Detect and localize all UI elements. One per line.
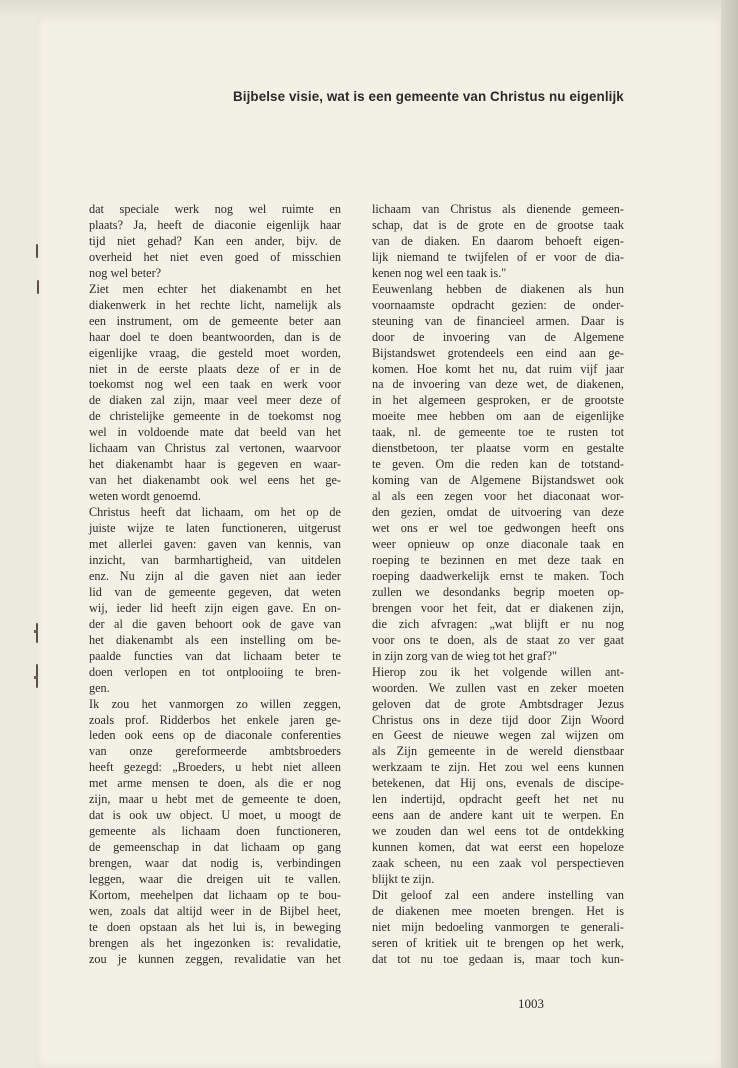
text-line: koming van de Algemene Bijstandswet ook bbox=[372, 473, 624, 488]
text-line: Eeuwenlang hebben de diakenen als hun bbox=[372, 281, 624, 296]
text-line: een instrument, om de gemeente beter aan bbox=[89, 313, 341, 328]
text-line: met allerlei gaven: gaven van kennis, van bbox=[89, 537, 341, 552]
text-line: gemeente als lichaam doen functioneren, bbox=[89, 824, 341, 839]
text-line: brengen voor het feit, dat er diakenen zijn, bbox=[372, 600, 624, 615]
text-line: Christus ons in deze tijd door Zijn Woord bbox=[372, 712, 624, 727]
margin-mark bbox=[34, 630, 38, 633]
text-line: heeft gezegd: „Broeders, u hebt niet alleen bbox=[89, 760, 341, 775]
text-line: diakenwerk in het rechte licht, namelijk als bbox=[89, 297, 341, 312]
text-line: niet in de eerste plaats deze of er in de bbox=[89, 361, 341, 376]
text-line: wet ons er wel toe gedwongen heeft ons bbox=[372, 521, 624, 536]
text-line: die zich afvragen: „wat blijft er nu nog bbox=[372, 616, 624, 631]
text-line: en Geest de nieuwe wegen zal wijzen om bbox=[372, 728, 624, 743]
text-line: lichaam van Christus als dienende gemeen- bbox=[372, 202, 624, 216]
text-line: roeping te bezinnen en met deze taak en bbox=[372, 552, 624, 567]
text-line: zou je kunnen zeggen, revalidatie van het bbox=[89, 951, 341, 966]
text-line: kenen nog wel een taak is." bbox=[372, 265, 507, 280]
text-line: Christus heeft dat lichaam, om het op de bbox=[89, 505, 341, 520]
text-line: plaats? Ja, heeft de diaconie eigenlijk haar bbox=[89, 217, 341, 232]
text-line: moeite mee hebben om aan de eigenlijke bbox=[372, 409, 624, 424]
text-line: haar doel te doen beantwoorden, dan is de bbox=[89, 329, 341, 344]
text-line: enz. Nu zijn al die gaven niet aan ieder bbox=[89, 568, 341, 583]
text-line: niet mijn bedoeling vanmorgen te generali- bbox=[372, 919, 624, 934]
text-line: door de invoering van de Algemene bbox=[372, 329, 624, 344]
text-line: Ziet men echter het diakenambt en het bbox=[89, 281, 341, 296]
text-line: de gemeenschap in dat lichaam op gang bbox=[89, 840, 341, 855]
text-line: van de diaken. En daarom behoeft eigen- bbox=[372, 233, 624, 248]
text-line: eens aan de andere kant uit te werpen. En bbox=[372, 808, 624, 823]
text-line: werkzaam te zijn. Het zou wel eens kunnen bbox=[372, 760, 624, 775]
scan-top-edge bbox=[0, 0, 738, 17]
text-line: we zouden dan wel eens tot de ontdekking bbox=[372, 824, 624, 839]
text-line: inzicht, van barmhartigheid, van uitdelen bbox=[89, 552, 341, 567]
left-text-column bbox=[89, 202, 341, 968]
right-text-column bbox=[372, 202, 624, 968]
text-line: Ik zou het vanmorgen zo willen zeggen, bbox=[89, 696, 341, 711]
text-line: het diakenambt haar is gegeven en waar- bbox=[89, 457, 341, 472]
text-line: met arme mensen te doen, als die er nog bbox=[89, 776, 341, 791]
text-line: wij, ieder lid heeft zijn eigen gave. En on- bbox=[89, 600, 341, 615]
text-line: tijd niet gehad? Kan een ander, bijv. de bbox=[89, 233, 341, 248]
margin-mark bbox=[36, 623, 38, 643]
margin-mark bbox=[37, 280, 39, 294]
text-line: komen. Hoe komt het nu, dat ruim vijf jaar bbox=[372, 361, 624, 376]
text-line: voornaamste opdracht gezien: de onder- bbox=[372, 297, 624, 312]
text-line: te doen opstaan als het lui is, in beweging bbox=[89, 919, 341, 934]
text-line: blijkt te zijn. bbox=[372, 872, 435, 887]
text-line: brengen, waar dat nodig is, verbindingen bbox=[89, 856, 341, 871]
text-line: in het algemeen gesproken, er de grootste bbox=[372, 393, 624, 408]
text-line: te geven. Om die reden kan de totstand- bbox=[372, 457, 624, 472]
text-line: van onze gereformeerde ambtsbroeders bbox=[89, 744, 341, 759]
text-line: toekomst nog wel een taak en werk voor bbox=[89, 377, 341, 392]
text-line: paalde functies van dat lichaam beter te bbox=[89, 648, 341, 663]
text-line: schap, dat is de grote en de grootse taak bbox=[372, 217, 624, 232]
text-line: dat tot nu toe gedaan is, maar toch kun- bbox=[372, 951, 624, 966]
text-line: na de invoering van deze wet, de diakenen, bbox=[372, 377, 624, 392]
text-line: den gezien, omdat de uitvoering van deze bbox=[372, 505, 624, 520]
text-line: de diakenen mee moeten brengen. Het is bbox=[372, 903, 624, 918]
text-line: wel in voldoende mate dat beeld van het bbox=[89, 425, 341, 440]
text-line: de christelijke gemeente in de toekomst nog bbox=[89, 409, 341, 424]
text-line: Hierop zou ik het volgende willen ant- bbox=[372, 664, 624, 679]
text-line: zoals prof. Ridderbos het enkele jaren ge- bbox=[89, 712, 341, 727]
margin-mark bbox=[36, 244, 38, 258]
text-line: van het diakenambt ook wel eens het ge- bbox=[89, 473, 341, 488]
text-line: doen verlopen en tot ontplooiing te bren- bbox=[89, 664, 341, 679]
scan-right-edge bbox=[721, 0, 738, 1068]
text-line: leggen, waar die dreigen uit te vallen. bbox=[89, 872, 341, 887]
text-line: de diaken zal zijn, maar veel meer deze of bbox=[89, 393, 341, 408]
text-line: dat speciale werk nog wel ruimte en bbox=[89, 202, 341, 216]
text-line: voor ons te doen, als de staat zo ver gaat bbox=[372, 632, 624, 647]
text-line: het diakenambt als een instelling om be- bbox=[89, 632, 341, 647]
text-line: weten wordt genoemd. bbox=[89, 489, 201, 504]
text-line: leden ook eens op de diaconale conferenties bbox=[89, 728, 341, 743]
text-line: wen, zoals dat altijd weer in de Bijbel heet, bbox=[89, 903, 341, 918]
running-head: Bijbelse visie, wat is een gemeente van Christus nu eigenlijk bbox=[233, 89, 624, 104]
text-line: in zijn zorg van de wieg tot het graf?" bbox=[372, 648, 558, 663]
text-line: brengen als het ingezonken is: revalidatie, bbox=[89, 935, 341, 950]
text-line: lijk niemand te twijfelen of er voor de dia- bbox=[372, 249, 624, 264]
text-line: der al die gaven behoort ook de gave van bbox=[89, 616, 341, 631]
text-line: kunnen komen, dat wat eerst een hopeloze bbox=[372, 840, 624, 855]
text-line: zaak scheen, nu een zaak vol perspectieven bbox=[372, 856, 624, 871]
text-line: Kortom, meehelpen dat lichaam op te bou- bbox=[89, 887, 341, 902]
text-line: dat is ook uw object. U moet, u moogt de bbox=[89, 808, 341, 823]
text-line: juiste wijze te laten functioneren, uitgerust bbox=[89, 521, 341, 536]
text-line: weer opnieuw op onze diaconale taak en bbox=[372, 537, 624, 552]
text-line: overheid het niet even goed of misschien bbox=[89, 249, 341, 264]
text-line: betekenen, dat Hij ons, evenals de discipe- bbox=[372, 776, 624, 791]
text-line: geloven dat de grote Ambtsdrager Jezus bbox=[372, 696, 624, 711]
text-line: zullen we desondanks begrip moeten op- bbox=[372, 584, 624, 599]
text-line: gen. bbox=[89, 680, 110, 695]
text-line: nog wel beter? bbox=[89, 265, 162, 280]
text-line: als Zijn gemeente in de wereld dienstbaar bbox=[372, 744, 624, 759]
margin-mark bbox=[34, 676, 38, 679]
text-line: steuning van de financieel armen. Daar is bbox=[372, 313, 624, 328]
text-line: dienstbetoon, ter plaatse vorm en gestalte bbox=[372, 441, 624, 456]
text-line: seren of kritiek uit te brengen op het werk, bbox=[372, 935, 624, 950]
text-line: zijn, maar u hebt met de gemeente te doen, bbox=[89, 792, 341, 807]
text-line: al als een zegen voor het diaconaat wor- bbox=[372, 489, 624, 504]
text-line: taak, nl. de gemeente toe te rusten tot bbox=[372, 425, 624, 440]
text-line: lid van de gemeente gegeven, dat weten bbox=[89, 584, 341, 599]
text-line: woorden. We zullen vast en zeker moeten bbox=[372, 680, 624, 695]
text-line: roeping daadwerkelijk ernst te maken. Toch bbox=[372, 568, 624, 583]
text-line: Dit geloof zal een andere instelling van bbox=[372, 887, 624, 902]
text-line: eigenlijke vraag, die gesteld moet worden, bbox=[89, 345, 341, 360]
text-line: Bijstandswet grotendeels een eind aan ge- bbox=[372, 345, 624, 360]
text-line: len indertijd, opdracht geeft het net nu bbox=[372, 792, 624, 807]
text-line: lichaam van Christus zal vertonen, waarvoor bbox=[89, 441, 341, 456]
page-number: 1003 bbox=[518, 996, 544, 1011]
